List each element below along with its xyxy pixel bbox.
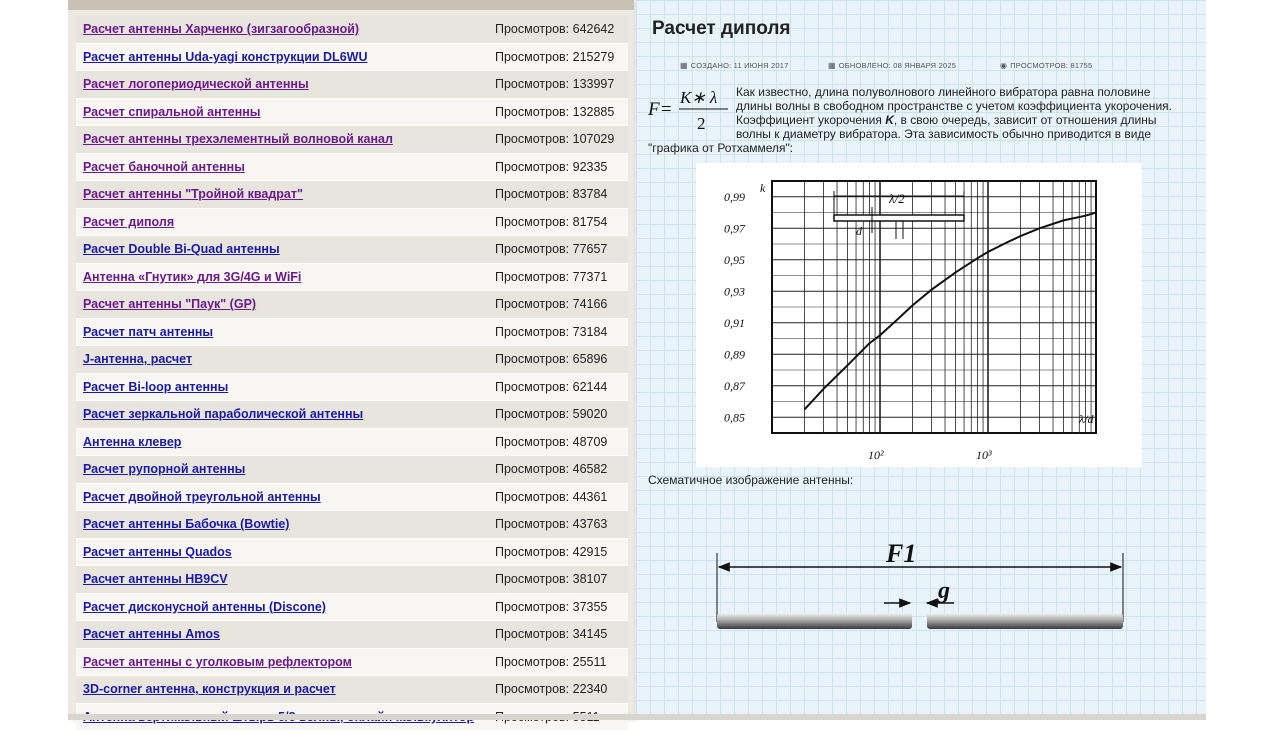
created-date xyxy=(680,61,789,70)
x-axis-label: λ/d xyxy=(1078,412,1095,426)
article-link[interactable]: 3D-corner антенна, конструкция и расчет xyxy=(76,682,495,696)
list-item xyxy=(76,401,628,429)
view-count: Просмотров: 77657 xyxy=(495,242,607,256)
list-item xyxy=(76,566,628,594)
view-count: Просмотров: 77371 xyxy=(495,270,607,284)
view-count: Просмотров: 22340 xyxy=(495,682,607,696)
created-text: СОЗДАНО: 11 ИЮНЯ 2017 xyxy=(691,61,789,70)
list-item xyxy=(76,99,628,127)
view-count: Просмотров: 133997 xyxy=(495,77,614,91)
article-link[interactable]: Расчет антенны Харченко (зигзагообразной) xyxy=(76,22,495,36)
list-item xyxy=(76,594,628,622)
article-link[interactable]: Расчет зеркальной параболической антенны xyxy=(76,407,495,421)
calendar-icon: ▦ xyxy=(828,61,836,70)
article-list xyxy=(76,16,628,731)
list-item xyxy=(76,649,628,677)
list-item xyxy=(76,291,628,319)
list-item xyxy=(76,511,628,539)
schema-rod-right xyxy=(927,613,1123,629)
list-item xyxy=(76,539,628,567)
updated-text: ОБНОВЛЕНО: 08 ЯНВАРЯ 2025 xyxy=(839,61,956,70)
view-count: Просмотров: 48709 xyxy=(495,435,607,449)
article-link[interactable]: Антенна «Гнутик» для 3G/4G и WiFi xyxy=(76,270,495,284)
list-item xyxy=(76,429,628,457)
article-link[interactable]: Расчет антенны HB9CV xyxy=(76,572,495,586)
dipole-inset xyxy=(834,191,964,239)
list-item xyxy=(76,44,628,72)
y-tick-labels xyxy=(724,190,746,425)
view-count: Просмотров: 81754 xyxy=(495,215,607,229)
view-count: Просмотров: 38107 xyxy=(495,572,607,586)
article-link[interactable]: Расчет спиральной антенны xyxy=(76,105,495,119)
article-panel xyxy=(636,0,1206,720)
article-link[interactable]: Расчет Bi-loop антенны xyxy=(76,380,495,394)
view-count: Просмотров: 25511 xyxy=(495,655,606,669)
list-item xyxy=(76,71,628,99)
formula-numerator: K∗ λ xyxy=(679,88,717,107)
y-tick-label: 0,91 xyxy=(724,316,745,330)
inset-d-label: d xyxy=(856,224,863,238)
view-count: Просмотров: 107029 xyxy=(495,132,614,146)
list-item xyxy=(76,484,628,512)
formula-lhs: F= xyxy=(648,99,672,120)
y-axis-label: k xyxy=(760,181,766,195)
view-count: Просмотров: 59020 xyxy=(495,407,607,421)
list-item xyxy=(76,154,628,182)
view-count xyxy=(1000,61,1092,70)
article-link[interactable]: Расчет антенны трехэлементный волновой канал xyxy=(76,132,495,146)
formula xyxy=(648,84,732,136)
y-tick-label: 0,85 xyxy=(724,410,745,424)
view-count: Просмотров: 74166 xyxy=(495,297,607,311)
list-item xyxy=(76,346,628,374)
view-count: Просмотров: 83784 xyxy=(495,187,607,201)
x-tick-label: 10³ xyxy=(976,448,992,462)
view-count: Просмотров: 132885 xyxy=(495,105,614,119)
view-count: Просмотров: 92335 xyxy=(495,160,607,174)
article-link[interactable]: Расчет дисконусной антенны (Discone) xyxy=(76,600,495,614)
article-link[interactable]: Расчет Double Bi-Quad антенны xyxy=(76,242,495,256)
list-item xyxy=(76,456,628,484)
eye-icon: ◉ xyxy=(1000,61,1007,70)
article-link[interactable]: Антенна клевер xyxy=(76,435,495,449)
list-item xyxy=(76,181,628,209)
chart-svg xyxy=(696,163,1142,467)
view-count: Просмотров: 43763 xyxy=(495,517,607,531)
article-link[interactable]: Расчет логопериодической антенны xyxy=(76,77,495,91)
x-tick-label: 10² xyxy=(868,448,884,462)
calendar-icon: ▦ xyxy=(680,61,688,70)
y-tick-label: 0,95 xyxy=(724,253,745,267)
top-bar xyxy=(68,0,634,10)
article-link[interactable]: Расчет антенны Uda-yagi конструкции DL6WU xyxy=(76,50,495,64)
view-count: Просмотров: 46582 xyxy=(495,462,607,476)
intro-text-2: , в свою очередь, зависит от отношения длины волны к диаметру вибратора. Эта зависимость обычно приводится в виде "графика от Ротхаммеля": xyxy=(648,113,1156,155)
article-link[interactable]: Расчет антенны Quados xyxy=(76,545,495,559)
list-item xyxy=(76,236,628,264)
view-count: Просмотров: 44361 xyxy=(495,490,607,504)
list-item xyxy=(76,126,628,154)
list-item xyxy=(76,209,628,237)
bottom-strip xyxy=(68,714,1206,720)
article-link[interactable]: Расчет антенны с уголковым рефлектором xyxy=(76,655,495,669)
list-item xyxy=(76,16,628,44)
intro-k: K xyxy=(885,113,894,127)
view-count: Просмотров: 73184 xyxy=(495,325,607,339)
rothammel-chart xyxy=(696,163,1142,467)
schema-rod-left xyxy=(717,613,912,629)
axis-label-lambda-d xyxy=(1078,412,1095,426)
article-link[interactable]: Расчет рупорной антенны xyxy=(76,462,495,476)
intro-text-1: Как известно, длина полуволнового линейного вибратора равна половине длины волны в свободном пространстве с учетом коэффициента укорочения. Коэффициент укорочения xyxy=(736,85,1172,127)
view-count: Просмотров: 642642 xyxy=(495,22,614,36)
updated-date xyxy=(828,61,956,70)
x-tick-labels xyxy=(868,448,992,462)
article-link[interactable]: Расчет двойной треугольной антенны xyxy=(76,490,495,504)
article-link[interactable]: Расчет патч антенны xyxy=(76,325,495,339)
formula-denominator: 2 xyxy=(697,114,706,133)
view-count: Просмотров: 215279 xyxy=(495,50,614,64)
article-link[interactable]: Расчет антенны "Паук" (GP) xyxy=(76,297,495,311)
list-item xyxy=(76,621,628,649)
schema-f1-label: F1 xyxy=(885,540,916,568)
view-count: Просмотров: 34145 xyxy=(495,627,607,641)
list-item xyxy=(76,319,628,347)
view-count: Просмотров: 62144 xyxy=(495,380,607,394)
views-text: ПРОСМОТРОВ: 81755 xyxy=(1010,61,1092,70)
article-link[interactable]: Расчет баночной антенны xyxy=(76,160,495,174)
view-count: Просмотров: 37355 xyxy=(495,600,607,614)
list-item xyxy=(76,264,628,292)
article-link[interactable]: Расчет диполя xyxy=(76,215,495,229)
y-tick-label: 0,97 xyxy=(724,221,746,235)
view-count: Просмотров: 65896 xyxy=(495,352,607,366)
article-link[interactable]: Расчет антенны "Тройной квадрат" xyxy=(76,187,495,201)
article-link[interactable]: J-антенна, расчет xyxy=(76,352,495,366)
y-tick-label: 0,99 xyxy=(724,190,745,204)
article-link[interactable]: Расчет антенны Amos xyxy=(76,627,495,641)
series-line-k xyxy=(805,213,1097,410)
schema-g-label: g xyxy=(937,578,950,604)
schema-caption: Схематичное изображение антенны: xyxy=(648,473,853,487)
y-tick-label: 0,87 xyxy=(724,379,746,393)
view-count: Просмотров: 42915 xyxy=(495,545,607,559)
page-title: Расчет диполя xyxy=(652,18,791,40)
y-tick-label: 0,89 xyxy=(724,347,745,361)
list-item xyxy=(76,374,628,402)
list-item xyxy=(76,676,628,704)
antenna-schematic xyxy=(714,540,1126,650)
article-list-panel xyxy=(68,0,634,720)
article-link[interactable]: Расчет антенны Бабочка (Bowtie) xyxy=(76,517,495,531)
inset-lambda-label: λ/2 xyxy=(888,191,905,206)
y-tick-label: 0,93 xyxy=(724,284,745,298)
inset-dipole-rod xyxy=(834,215,964,221)
